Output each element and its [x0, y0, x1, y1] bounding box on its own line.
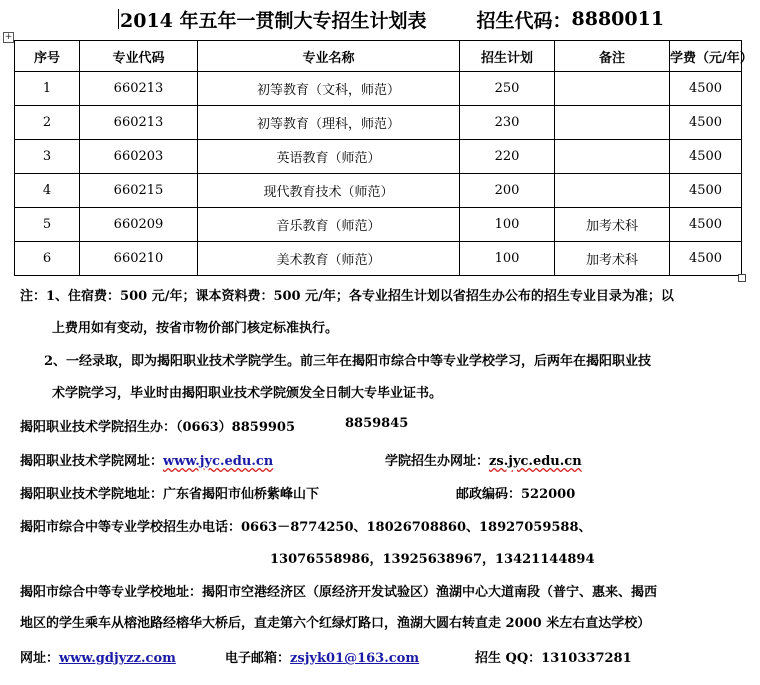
enrollment-code-label: 招生代码： [476, 9, 572, 32]
email-row [225, 647, 419, 666]
note-2-line-2: 术学院学习，毕业时由揭阳职业技术学院颁发全日制大专毕业证书。 [52, 386, 443, 401]
cell-no: 4 [15, 174, 80, 208]
cell-no: 1 [15, 72, 80, 106]
cell-plan: 200 [460, 174, 555, 208]
college-website-label: 揭阳职业技术学院网址： [20, 454, 164, 469]
table-row [15, 208, 742, 242]
admission-office-phone: 揭阳职业技术学院招生办：（0663）8859905 [20, 420, 295, 435]
cell-note [555, 72, 670, 106]
admission-website-row [385, 450, 582, 469]
college-website-row [20, 450, 273, 469]
table-row [15, 72, 742, 106]
cell-code: 660209 [80, 208, 198, 242]
table-row [15, 242, 742, 276]
cell-no: 3 [15, 140, 80, 174]
college-website-link[interactable]: www.jyc.edu.cn [163, 454, 274, 469]
cell-plan: 220 [460, 140, 555, 174]
cell-plan: 100 [460, 208, 555, 242]
school-website-link[interactable]: www.gdjyzz.com [59, 651, 176, 666]
col-header-code: 专业代码 [80, 41, 198, 72]
cell-fee: 4500 [670, 242, 742, 276]
school-phone-row [20, 516, 592, 535]
note-2-line-1: 2、一经录取，即为揭阳职业技术学院学生。前三年在揭阳市综合中等专业学校学习，后两年在揭阳职业技 [44, 354, 652, 369]
cell-code: 660213 [80, 106, 198, 140]
cell-note: 加考术科 [555, 242, 670, 276]
cell-plan: 230 [460, 106, 555, 140]
table-resize-handle[interactable] [738, 274, 746, 282]
cell-code: 660213 [80, 72, 198, 106]
school-address-line-2: 地区的学生乘车从榕池路经榕华大桥后，直走第六个红绿灯路口，渔湖大圆右转直走 2000 米左右直达学校） [20, 616, 651, 631]
cell-fee: 4500 [670, 106, 742, 140]
cell-fee: 4500 [670, 140, 742, 174]
cell-no: 2 [15, 106, 80, 140]
school-website-label: 网址： [20, 651, 60, 666]
college-address: 揭阳职业技术学院地址：广东省揭阳市仙桥紫峰山下 [20, 487, 320, 502]
admission-office-phone-2: 8859845 [345, 416, 409, 431]
cell-name: 现代教育技术（师范） [198, 174, 460, 208]
cell-plan: 100 [460, 242, 555, 276]
cell-fee: 4500 [670, 174, 742, 208]
cell-note [555, 106, 670, 140]
col-header-fee: 学费（元/年） [670, 41, 742, 72]
school-website-row [20, 647, 176, 666]
admission-qq: 招生 QQ：1310337281 [475, 651, 632, 666]
cell-code: 660215 [80, 174, 198, 208]
email-link[interactable]: zsjyk01@163.com [290, 651, 420, 666]
cell-no: 6 [15, 242, 80, 276]
cell-fee: 4500 [670, 208, 742, 242]
cell-name: 音乐教育（师范） [198, 208, 460, 242]
admission-website-url: zs.jyc.edu.cn [489, 454, 582, 469]
table-move-handle-icon[interactable]: + [4, 32, 13, 42]
text-cursor [118, 9, 119, 29]
col-header-name: 专业名称 [198, 41, 460, 72]
table-row [15, 140, 742, 174]
enrollment-plan-table [14, 40, 753, 276]
cell-plan: 250 [460, 72, 555, 106]
cell-code: 660203 [80, 140, 198, 174]
col-header-no: 序号 [15, 41, 80, 72]
cell-name: 美术教育（师范） [198, 242, 460, 276]
cell-name: 初等教育（理科，师范） [198, 106, 460, 140]
note-1-line-2: 上费用如有变动，按省市物价部门核定标准执行。 [52, 321, 339, 336]
title-text: 2014 年五年一贯制大专招生计划表 [120, 9, 427, 32]
note-1-line-1: 注：1、住宿费：500 元/年；课本资料费：500 元/年；各专业招生计划以省招生办公布的招生专业目录为准；以 [20, 289, 674, 304]
cell-note [555, 174, 670, 208]
enrollment-code-value: 8880011 [571, 8, 665, 30]
document-title [118, 6, 664, 32]
school-address-line-1: 揭阳市综合中等专业学校地址：揭阳市空港经济区（原经济开发试验区）渔湖中心大道南段（普宁、惠来、揭西 [20, 585, 658, 600]
col-header-plan: 招生计划 [460, 41, 555, 72]
cell-note [555, 140, 670, 174]
col-header-note: 备注 [555, 41, 670, 72]
email-label: 电子邮箱： [225, 651, 291, 666]
cell-fee: 4500 [670, 72, 742, 106]
cell-code: 660210 [80, 242, 198, 276]
cell-no: 5 [15, 208, 80, 242]
table-row [15, 174, 742, 208]
cell-note: 加考术科 [555, 208, 670, 242]
admission-website-label: 学院招生办网址： [385, 454, 490, 469]
school-phone-label: 揭阳市综合中等专业学校招生办电话： [20, 520, 242, 535]
table-row [15, 106, 742, 140]
table-header-row [15, 41, 742, 72]
postcode: 邮政编码：522000 [456, 487, 576, 502]
school-phones-1: 0663－8774250、18026708860、18927059588、 [241, 520, 592, 535]
cell-name: 英语教育（师范） [198, 140, 460, 174]
cell-name: 初等教育（文科，师范） [198, 72, 460, 106]
school-phones-2: 13076558986，13925638967，13421144894 [270, 552, 595, 567]
